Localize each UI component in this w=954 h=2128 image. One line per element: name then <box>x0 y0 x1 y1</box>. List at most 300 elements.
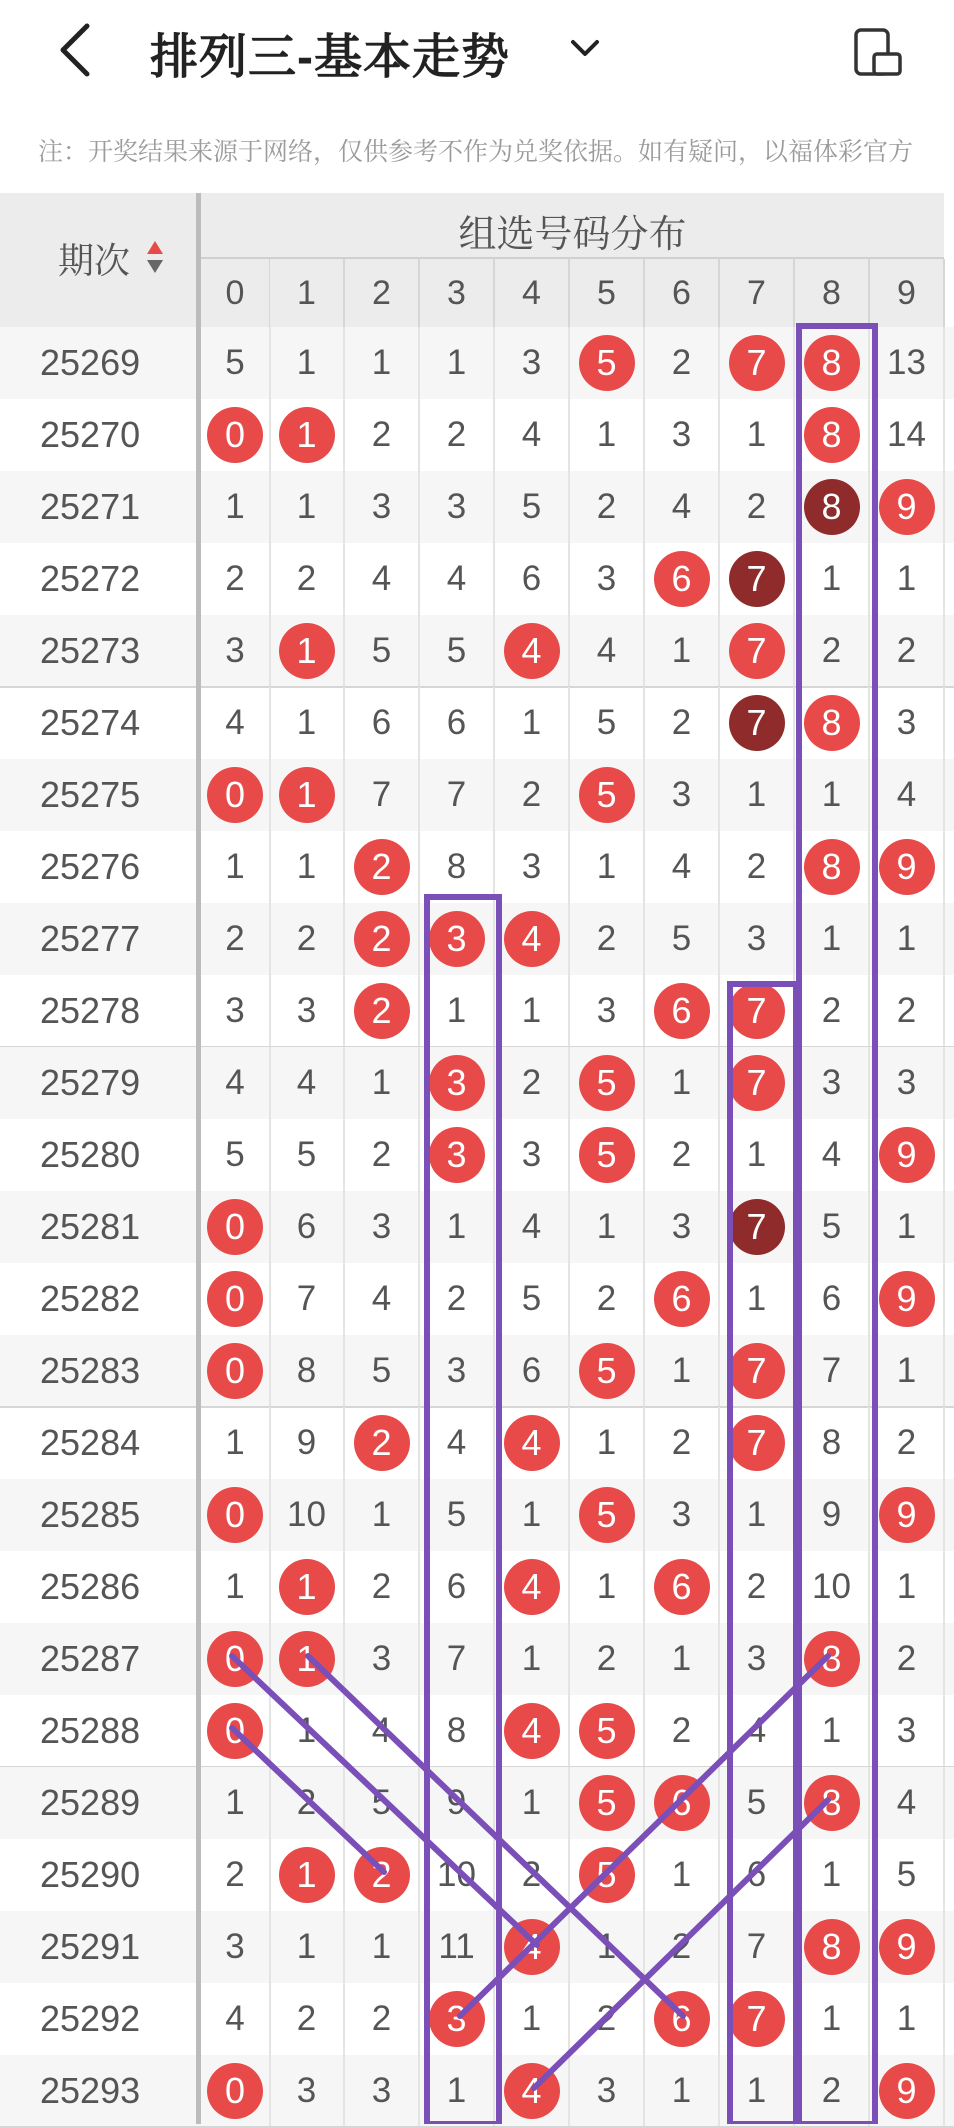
cell-digit-5: 2 <box>570 903 645 975</box>
cell-digit-0: 4 <box>201 1047 271 1119</box>
cell-digit-7 <box>720 1047 795 1119</box>
cell-digit-2: 1 <box>345 1047 420 1119</box>
cell-digit-6: 1 <box>645 1335 720 1407</box>
cell-digit-5 <box>570 1047 645 1119</box>
cell-digit-8: 9 <box>795 1479 870 1551</box>
cell-digit-0: 1 <box>201 1767 271 1839</box>
cell-digit-1 <box>270 1551 345 1623</box>
cell-digit-4 <box>495 1911 570 1983</box>
cell-digit-7: 2 <box>720 471 795 543</box>
cell-digit-0: 4 <box>201 687 271 759</box>
cell-digit-5: 1 <box>570 1191 645 1263</box>
cell-digit-3: 7 <box>420 1623 495 1695</box>
cell-digit-3: 1 <box>420 1191 495 1263</box>
drawn-number-ball: 8 <box>804 1919 860 1975</box>
sort-icon[interactable] <box>145 239 165 275</box>
cell-digit-9: 2 <box>870 975 945 1047</box>
drawn-number-ball: 5 <box>579 1055 635 1111</box>
drawn-number-ball: 5 <box>579 335 635 391</box>
drawn-number-ball: 3 <box>429 1991 485 2047</box>
cell-digit-5: 1 <box>570 399 645 471</box>
cell-digit-7: 1 <box>720 1479 795 1551</box>
cell-digit-6 <box>645 1263 720 1335</box>
cell-digit-8: 1 <box>795 1839 870 1911</box>
drawn-number-ball: 4 <box>504 1703 560 1759</box>
cell-digit-8: 5 <box>795 1191 870 1263</box>
drawn-number-ball: 6 <box>654 1559 710 1615</box>
table-row <box>0 1623 954 1695</box>
cell-digit-7: 5 <box>720 1767 795 1839</box>
cell-digit-5: 3 <box>570 975 645 1047</box>
cell-digit-1 <box>270 615 345 687</box>
cell-digit-1: 4 <box>270 1047 345 1119</box>
drawn-number-ball: 7 <box>729 983 785 1039</box>
cell-digit-6: 1 <box>645 1623 720 1695</box>
cell-digit-9 <box>870 471 945 543</box>
cell-digit-7 <box>720 327 795 399</box>
table-row <box>0 1767 954 1839</box>
drawn-number-ball: 0 <box>207 767 263 823</box>
cell-digit-3: 1 <box>420 975 495 1047</box>
drawn-number-ball: 4 <box>504 911 560 967</box>
cell-digit-2 <box>345 1407 420 1479</box>
period-number: 25286 <box>40 1566 141 1607</box>
drawn-number-ball: 7 <box>729 1343 785 1399</box>
cell-digit-1 <box>270 399 345 471</box>
cell-digit-7: 1 <box>720 1119 795 1191</box>
cell-digit-7 <box>720 687 795 759</box>
period-number: 25275 <box>40 774 141 815</box>
cell-digit-2: 5 <box>345 1335 420 1407</box>
period-number: 25274 <box>40 702 141 743</box>
cell-digit-7: 1 <box>720 759 795 831</box>
drawn-number-ball: 0 <box>207 1271 263 1327</box>
drawn-number-ball: 3 <box>429 911 485 967</box>
digit-header-5: 5 <box>570 259 645 327</box>
cell-digit-4: 1 <box>495 1479 570 1551</box>
cell-digit-6: 3 <box>645 399 720 471</box>
table-row <box>0 543 954 615</box>
cell-digit-8: 2 <box>795 975 870 1047</box>
period-number: 25273 <box>40 630 141 671</box>
cell-digit-9: 1 <box>870 543 945 615</box>
cell-digit-1: 2 <box>270 1983 345 2055</box>
cell-digit-8: 3 <box>795 1047 870 1119</box>
cell-digit-7 <box>720 975 795 1047</box>
drawn-number-ball: 6 <box>654 1271 710 1327</box>
cell-digit-3: 8 <box>420 831 495 903</box>
digit-header-1: 1 <box>270 259 345 327</box>
cell-digit-2: 5 <box>345 615 420 687</box>
digit-header-3: 3 <box>420 259 495 327</box>
cell-digit-2: 3 <box>345 1623 420 1695</box>
period-number: 25277 <box>40 918 141 959</box>
cell-digit-3: 4 <box>420 1407 495 1479</box>
cell-digit-5 <box>570 1839 645 1911</box>
cell-digit-5: 1 <box>570 1407 645 1479</box>
cell-digit-3: 2 <box>420 399 495 471</box>
drawn-number-ball: 5 <box>579 1775 635 1831</box>
drawn-number-ball: 4 <box>504 2063 560 2119</box>
cell-digit-0: 3 <box>201 615 271 687</box>
cell-digit-8 <box>795 1911 870 1983</box>
cell-digit-9: 2 <box>870 1407 945 1479</box>
cell-digit-6: 4 <box>645 471 720 543</box>
period-number: 25279 <box>40 1062 141 1103</box>
cell-digit-2: 4 <box>345 1263 420 1335</box>
chevron-down-icon[interactable] <box>565 28 605 68</box>
cell-digit-8 <box>795 471 870 543</box>
cell-digit-2: 2 <box>345 1119 420 1191</box>
digit-header-6: 6 <box>645 259 720 327</box>
period-header-label: 期次 <box>58 240 131 281</box>
cell-digit-4: 1 <box>495 975 570 1047</box>
cell-digit-1: 1 <box>270 687 345 759</box>
trend-table <box>0 193 954 2124</box>
cell-digit-3: 1 <box>420 2055 495 2127</box>
cell-digit-9: 3 <box>870 1047 945 1119</box>
cell-digit-7: 1 <box>720 399 795 471</box>
table-row <box>0 1047 954 1119</box>
drawn-number-ball: 2 <box>354 1415 410 1471</box>
cell-digit-3: 3 <box>420 1335 495 1407</box>
drawn-number-ball: 2 <box>354 839 410 895</box>
cell-digit-5: 3 <box>570 543 645 615</box>
cell-digit-3: 5 <box>420 1479 495 1551</box>
drawn-number-ball: 7 <box>729 695 785 751</box>
cell-digit-1: 1 <box>270 327 345 399</box>
period-number: 25287 <box>40 1638 141 1679</box>
cell-digit-9 <box>870 831 945 903</box>
table-row <box>0 759 954 831</box>
cell-digit-6: 1 <box>645 1047 720 1119</box>
drawn-number-ball: 2 <box>354 1847 410 1903</box>
cell-digit-2: 2 <box>345 1983 420 2055</box>
table-row <box>0 1119 954 1191</box>
cell-digit-6: 2 <box>645 327 720 399</box>
cell-digit-6 <box>645 1551 720 1623</box>
drawn-number-ball: 0 <box>207 407 263 463</box>
period-number: 25280 <box>40 1134 141 1175</box>
cell-digit-3: 3 <box>420 471 495 543</box>
cell-digit-2: 3 <box>345 2055 420 2127</box>
cell-digit-4 <box>495 903 570 975</box>
cell-digit-4: 3 <box>495 327 570 399</box>
period-number: 25293 <box>40 2070 141 2111</box>
cell-digit-0: 1 <box>201 1551 271 1623</box>
drawn-number-ball: 0 <box>207 1703 263 1759</box>
cell-digit-6 <box>645 1983 720 2055</box>
cell-digit-7: 2 <box>720 831 795 903</box>
drawn-number-ball: 8 <box>804 335 860 391</box>
drawn-number-ball: 9 <box>879 1271 935 1327</box>
drawn-number-ball: 4 <box>504 1919 560 1975</box>
cell-digit-4 <box>495 1407 570 1479</box>
top-bar <box>0 0 954 100</box>
cell-digit-3 <box>420 1047 495 1119</box>
drawn-number-ball: 7 <box>729 1199 785 1255</box>
cell-digit-6: 5 <box>645 903 720 975</box>
period-number: 25292 <box>40 1998 141 2039</box>
drawn-number-ball: 6 <box>654 551 710 607</box>
cell-digit-8 <box>795 327 870 399</box>
group-distribution-header <box>201 193 944 259</box>
cell-digit-3: 8 <box>420 1695 495 1767</box>
cell-digit-8 <box>795 1767 870 1839</box>
disclaimer-notice: 注：开奖结果来源于网络，仅供参考不作为兑奖依据。如有疑问，以福体彩官方 <box>38 138 914 166</box>
cell-digit-7: 6 <box>720 1839 795 1911</box>
cell-digit-6: 2 <box>645 1695 720 1767</box>
cell-digit-2 <box>345 975 420 1047</box>
drawn-number-ball: 5 <box>579 1487 635 1543</box>
drawn-number-ball: 0 <box>207 2063 263 2119</box>
drawn-number-ball: 8 <box>804 839 860 895</box>
cell-digit-9: 1 <box>870 1551 945 1623</box>
cell-digit-9: 14 <box>870 399 945 471</box>
period-number: 25276 <box>40 846 141 887</box>
cell-digit-9: 1 <box>870 1335 945 1407</box>
cell-digit-0: 2 <box>201 543 271 615</box>
cell-digit-3 <box>420 903 495 975</box>
cell-digit-9: 1 <box>870 903 945 975</box>
cell-digit-1: 5 <box>270 1119 345 1191</box>
cell-digit-0 <box>201 1263 271 1335</box>
cell-digit-8: 1 <box>795 1695 870 1767</box>
cell-digit-7: 4 <box>720 1695 795 1767</box>
table-row <box>0 2055 954 2127</box>
drawn-number-ball: 1 <box>279 767 335 823</box>
cell-digit-5: 3 <box>570 2055 645 2127</box>
drawn-number-ball: 1 <box>279 1847 335 1903</box>
cell-digit-2: 5 <box>345 1767 420 1839</box>
period-header[interactable] <box>0 193 196 327</box>
cell-digit-9: 2 <box>870 615 945 687</box>
cell-digit-1: 2 <box>270 543 345 615</box>
cell-digit-5: 2 <box>570 1263 645 1335</box>
cell-digit-8 <box>795 687 870 759</box>
cell-digit-0: 5 <box>201 327 271 399</box>
cell-digit-8 <box>795 1623 870 1695</box>
cell-digit-5: 1 <box>570 1911 645 1983</box>
cell-digit-4: 5 <box>495 471 570 543</box>
cell-digit-4: 1 <box>495 687 570 759</box>
cell-digit-4 <box>495 615 570 687</box>
cell-digit-0: 1 <box>201 471 271 543</box>
table-row <box>0 1551 954 1623</box>
cell-digit-8: 4 <box>795 1119 870 1191</box>
table-row <box>0 1335 954 1407</box>
cell-digit-7: 3 <box>720 903 795 975</box>
cell-digit-6: 2 <box>645 687 720 759</box>
cell-digit-9: 3 <box>870 1695 945 1767</box>
back-arrow-icon[interactable] <box>55 22 95 78</box>
drawn-number-ball: 8 <box>804 479 860 535</box>
drawn-number-ball: 7 <box>729 1991 785 2047</box>
cell-digit-2 <box>345 1839 420 1911</box>
period-number: 25289 <box>40 1782 141 1823</box>
cell-digit-3: 2 <box>420 1263 495 1335</box>
period-number: 25278 <box>40 990 141 1031</box>
cell-digit-2: 2 <box>345 1551 420 1623</box>
cell-digit-4 <box>495 1551 570 1623</box>
cell-digit-4: 6 <box>495 1335 570 1407</box>
cell-digit-9: 1 <box>870 1191 945 1263</box>
cell-digit-1: 2 <box>270 903 345 975</box>
table-row <box>0 1839 954 1911</box>
cell-digit-1 <box>270 1839 345 1911</box>
cell-digit-2: 1 <box>345 1911 420 1983</box>
cell-digit-1: 1 <box>270 1695 345 1767</box>
drawn-number-ball: 9 <box>879 2063 935 2119</box>
drawn-number-ball: 9 <box>879 479 935 535</box>
drawn-number-ball: 0 <box>207 1199 263 1255</box>
cell-digit-1: 9 <box>270 1407 345 1479</box>
drawn-number-ball: 4 <box>504 1415 560 1471</box>
cell-digit-3: 10 <box>420 1839 495 1911</box>
period-number: 25291 <box>40 1926 141 1967</box>
cell-digit-3: 5 <box>420 615 495 687</box>
cell-digit-2: 6 <box>345 687 420 759</box>
drawn-number-ball: 7 <box>729 335 785 391</box>
cell-digit-3 <box>420 1983 495 2055</box>
cell-digit-8: 7 <box>795 1335 870 1407</box>
drawn-number-ball: 5 <box>579 1343 635 1399</box>
cell-digit-1: 1 <box>270 831 345 903</box>
cell-digit-6: 2 <box>645 1911 720 1983</box>
cell-digit-0 <box>201 2055 271 2127</box>
cell-digit-4: 1 <box>495 1623 570 1695</box>
cell-digit-6: 3 <box>645 1479 720 1551</box>
cell-digit-5: 2 <box>570 471 645 543</box>
drawn-number-ball: 9 <box>879 839 935 895</box>
cell-digit-0 <box>201 1695 271 1767</box>
cell-digit-2: 1 <box>345 327 420 399</box>
cell-digit-5 <box>570 759 645 831</box>
cell-digit-2: 3 <box>345 1191 420 1263</box>
digit-header-9: 9 <box>870 259 945 327</box>
cell-digit-0 <box>201 399 271 471</box>
drawn-number-ball: 9 <box>879 1127 935 1183</box>
drawn-number-ball: 6 <box>654 1775 710 1831</box>
period-number: 25285 <box>40 1494 141 1535</box>
cell-digit-7: 7 <box>720 1911 795 1983</box>
cell-digit-9: 1 <box>870 1983 945 2055</box>
drawn-number-ball: 5 <box>579 767 635 823</box>
cell-digit-4: 3 <box>495 831 570 903</box>
drawn-number-ball: 1 <box>279 1559 335 1615</box>
drawn-number-ball: 7 <box>729 623 785 679</box>
cell-digit-8 <box>795 399 870 471</box>
cell-digit-5 <box>570 1335 645 1407</box>
digit-header-7: 7 <box>720 259 795 327</box>
drawn-number-ball: 5 <box>579 1703 635 1759</box>
cell-digit-5: 1 <box>570 831 645 903</box>
cell-digit-2: 1 <box>345 1479 420 1551</box>
cell-digit-6: 1 <box>645 615 720 687</box>
cell-digit-0: 3 <box>201 975 271 1047</box>
cell-digit-0: 3 <box>201 1911 271 1983</box>
cell-digit-6 <box>645 1767 720 1839</box>
drawn-number-ball: 8 <box>804 1775 860 1831</box>
cell-digit-6: 4 <box>645 831 720 903</box>
cell-digit-6: 1 <box>645 2055 720 2127</box>
cell-digit-4: 2 <box>495 1839 570 1911</box>
table-row <box>0 975 954 1047</box>
cell-digit-8: 1 <box>795 1983 870 2055</box>
device-switch-icon[interactable] <box>852 26 904 78</box>
cell-digit-8: 8 <box>795 1407 870 1479</box>
drawn-number-ball: 1 <box>279 1631 335 1687</box>
cell-digit-8: 2 <box>795 615 870 687</box>
cell-digit-1: 1 <box>270 471 345 543</box>
digit-header-0: 0 <box>201 259 271 327</box>
cell-digit-8: 2 <box>795 2055 870 2127</box>
drawn-number-ball: 9 <box>879 1919 935 1975</box>
cell-digit-8: 1 <box>795 903 870 975</box>
table-row <box>0 1263 954 1335</box>
cell-digit-4: 4 <box>495 399 570 471</box>
cell-digit-9 <box>870 2055 945 2127</box>
cell-digit-6 <box>645 975 720 1047</box>
cell-digit-0 <box>201 1191 271 1263</box>
cell-digit-3: 1 <box>420 327 495 399</box>
cell-digit-5 <box>570 1119 645 1191</box>
cell-digit-9: 4 <box>870 759 945 831</box>
digit-header-4: 4 <box>495 259 570 327</box>
cell-digit-0 <box>201 1479 271 1551</box>
table-row <box>0 1191 954 1263</box>
drawn-number-ball: 9 <box>879 1487 935 1543</box>
cell-digit-3: 11 <box>420 1911 495 1983</box>
cell-digit-2 <box>345 831 420 903</box>
cell-digit-8 <box>795 831 870 903</box>
period-number: 25283 <box>40 1350 141 1391</box>
drawn-number-ball: 2 <box>354 983 410 1039</box>
cell-digit-1: 3 <box>270 975 345 1047</box>
cell-digit-4: 2 <box>495 1047 570 1119</box>
cell-digit-4: 5 <box>495 1263 570 1335</box>
cell-digit-7: 3 <box>720 1623 795 1695</box>
cell-digit-1: 6 <box>270 1191 345 1263</box>
cell-digit-7 <box>720 1407 795 1479</box>
cell-digit-4: 3 <box>495 1119 570 1191</box>
drawn-number-ball: 3 <box>429 1055 485 1111</box>
drawn-number-ball: 5 <box>579 1847 635 1903</box>
cell-digit-1: 3 <box>270 2055 345 2127</box>
cell-digit-4 <box>495 1695 570 1767</box>
cell-digit-0: 2 <box>201 1839 271 1911</box>
drawn-number-ball: 7 <box>729 1415 785 1471</box>
cell-digit-4: 6 <box>495 543 570 615</box>
period-number: 25270 <box>40 414 141 455</box>
cell-digit-8: 6 <box>795 1263 870 1335</box>
drawn-number-ball: 4 <box>504 1559 560 1615</box>
drawn-number-ball: 3 <box>429 1127 485 1183</box>
drawn-number-ball: 1 <box>279 623 335 679</box>
cell-digit-2: 4 <box>345 1695 420 1767</box>
cell-digit-1: 1 <box>270 1911 345 1983</box>
cell-digit-4: 2 <box>495 759 570 831</box>
table-row <box>0 1479 954 1551</box>
cell-digit-1: 2 <box>270 1767 345 1839</box>
cell-digit-3: 9 <box>420 1767 495 1839</box>
cell-digit-4: 1 <box>495 1767 570 1839</box>
cell-digit-5 <box>570 1479 645 1551</box>
drawn-number-ball: 8 <box>804 1631 860 1687</box>
table-row <box>0 903 954 975</box>
cell-digit-1 <box>270 759 345 831</box>
table-row <box>0 471 954 543</box>
